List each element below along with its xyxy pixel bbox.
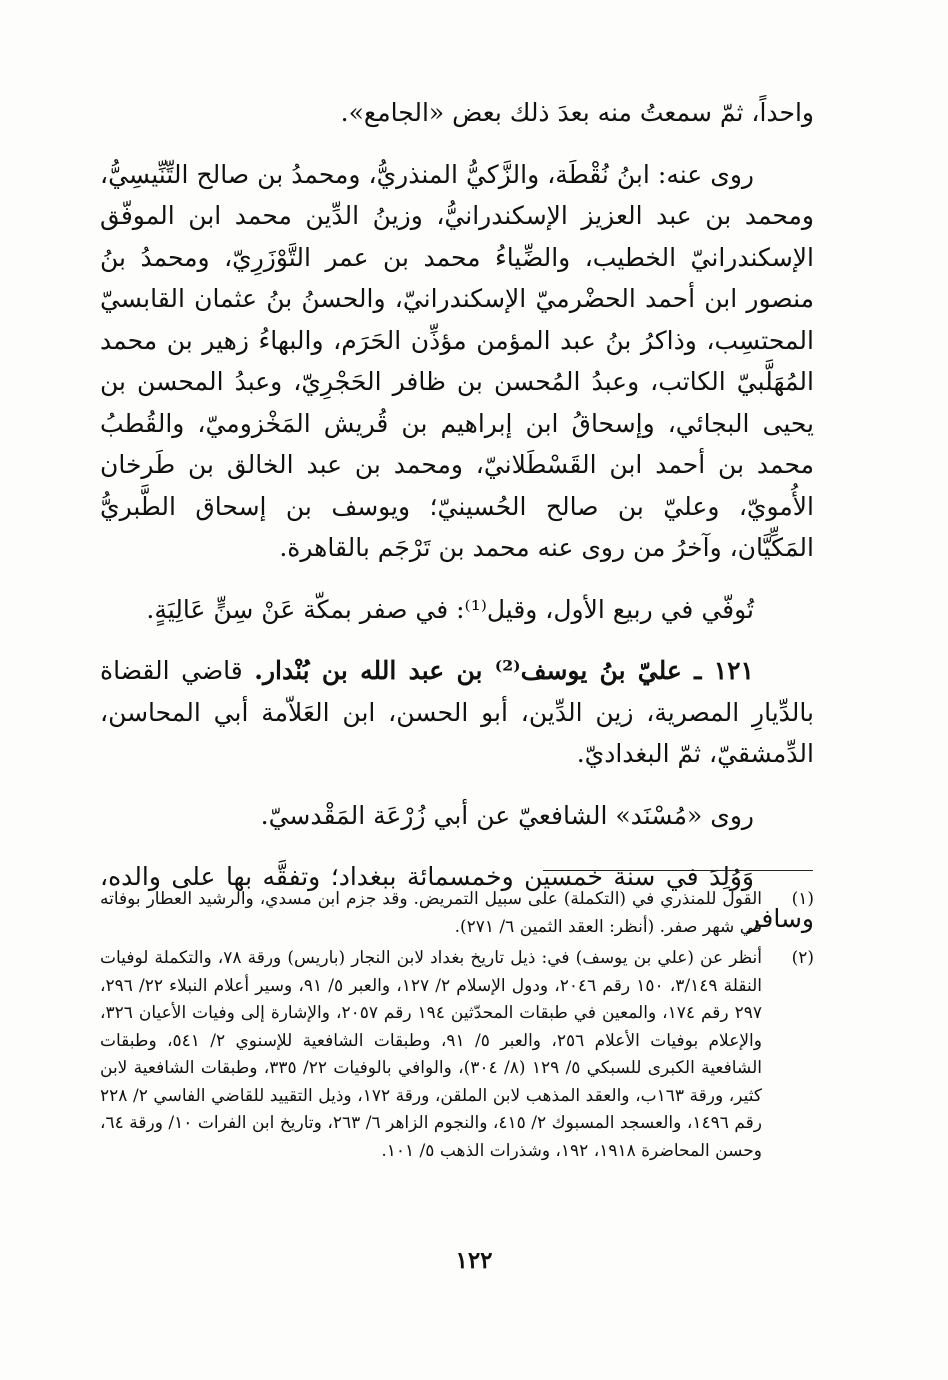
paragraph: وَوُلِدَ في سنة خمسين وخمسمائة ببغداد؛ وتفقَّه بها على والده، وسافر: [100, 862, 814, 933]
footnote-text: أنظر عن (علي بن يوسف) في: ذيل تاريخ بغداد لابن النجار (باريس) ورقة ٧٨، والتكملة لوفيات النقلة ٣/١٤٩، ١٥٠ رقم ٢٠٤٦، ودول الإسلام ٢/ ١٢٧، والعبر ٥/ ٩١، وسير أعلام النبلاء ٢٢/ ٢٩٦، ٢٩٧ رقم ١٧٤، والمعين في طبقات المحدّثين ١٩٤ رقم ٢٠٥٧، والإشارة إلى وفيات الأعيان ٣٢٦، والإعلام بوفيات الأعلام ٢٥٦، والعبر ٥/ ٩١، وطبقات الشافعية للإسنوي ٢/ ٥٤١، وطبقات الشافعية الكبرى للسبكي ٥/ ١٢٩ (٨/ ٣٠٤)، والوافي بالوفيات ٢٢/ ٣٣٥، وطبقات الشافعية لابن كثير، ورقة ١٦٣ب، والعقد المذهب لابن الملقن، ورقة ١٧٢، وذيل التقييد للقاضي الفاسي ٢/ ٢٢٨ رقم ١٤٩٦، والعسجد المسبوك ٢/ ٤١٥، والنجوم الزاهر ٦/ ٢٦٣، وتاريخ ابن الفرات ١٠/ ورقة ٦٤، وحسن المحاضرة ١٩١٨، ١٩٢، وشذرات الذهب ٥/ ١٠١.: [100, 948, 763, 1161]
footnote-divider: [543, 870, 813, 871]
entry-text: قاضي القضاة بالدِّيارِ المصرية، زين الدِّين، أبو الحسن، ابن العَلاّمة أبي المحاسن، الدِّمشقيّ، ثمّ البغداديّ.: [100, 656, 814, 768]
footnotes: [100, 886, 814, 1169]
footnote: [100, 945, 814, 1165]
entry-paragraph: [100, 650, 814, 775]
paragraph: واحداً، ثمّ سمعتُ منه بعدَ ذلك بعض «الجامع».: [340, 98, 814, 127]
paragraph: تُوفّي في ربيع الأول، وقيل⁽¹⁾: في صفر بمكّة عَنْ سِنٍّ عَالِيَةٍ.: [146, 594, 754, 624]
paragraph: روى عنه: ابنُ نُقْطَة، والزَّكيُّ المنذريُّ، ومحمدُ بن صالح التِّنِّيسِيُّ، ومحمد بن عبد العزيز الإسكندرانيُّ، وزينُ الدِّين محمد ابن الموفّق الإسكندرانيّ الخطيب، والضِّياءُ محمد بن عمر التَّوْزَرِيّ، ومحمدُ بنُ منصور ابن أحمد الحضْرميّ الإسكندرانيّ، والحسنُ بنُ عثمان القابسيّ المحتسِب، وذاكرُ بنُ عبد المؤمن مؤذِّن الحَرَم، والبهاءُ زهير بن محمد المُهَلَّبيّ الكاتب، وعبدُ المُحسن بن ظافر الحَجْرِيّ، وعبدُ المحسن بن يحيى البجائي، وإسحاقُ ابن إبراهيم بن قُريش المَخْزوميّ، والقُطبُ محمد بن أحمد ابن القَسْطَلانيّ، ومحمد بن عبد الخالق بن طَرخان الأُمويّ، وعليّ بن صالح الحُسينيّ؛ ويوسف بن إسحاق الطَّبريُّ المَكِّيَّان، وآخرُ من روى عنه محمد بن تَرْجَم بالقاهرة.: [100, 159, 814, 562]
entry-heading: ١٢١ ـ عليّ بنُ يوسف⁽²⁾ بن عبد الله بن بُنْدار.: [254, 656, 754, 685]
footnote-text: القول للمنذري في (التكملة) على سبيل التمريض. وقد جزم ابن مسدي، والرشيد العطار بوفاته في شهر صفر. (أنظر: العقد الثمين ٦/ ٢٧١).: [100, 889, 762, 937]
footnote: [100, 886, 814, 941]
footnote-number: (١): [791, 889, 814, 909]
page-number: ١٢٢: [455, 1247, 493, 1274]
paragraph: روى «مُسْنَد» الشافعيّ عن أبي زُرْعَة المَقْدسيّ.: [260, 800, 754, 830]
footnote-number: (٢): [791, 948, 814, 968]
main-text: [100, 92, 814, 939]
